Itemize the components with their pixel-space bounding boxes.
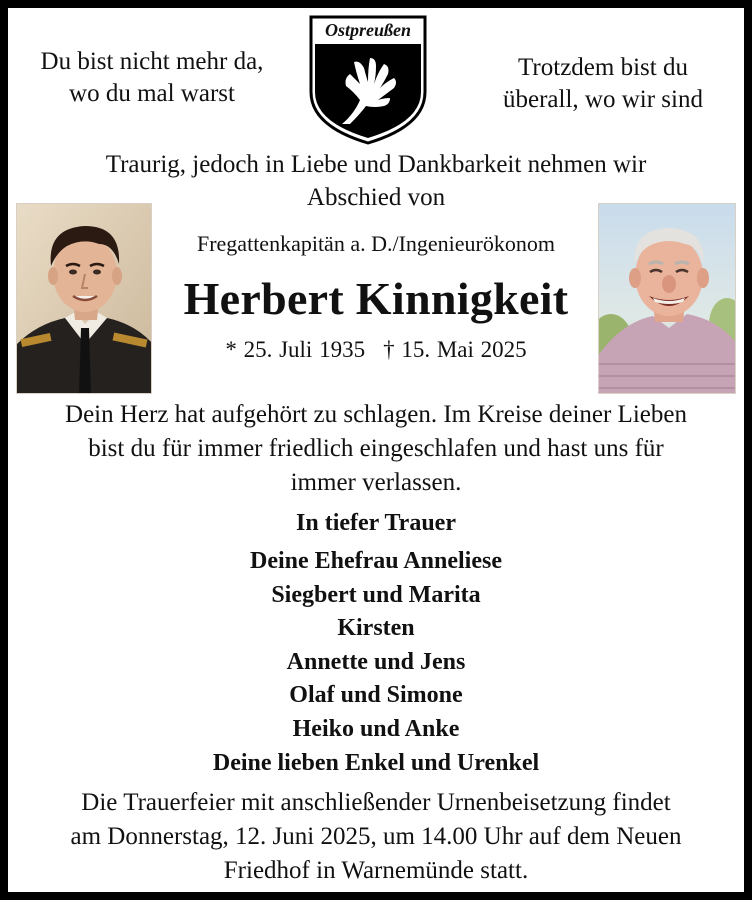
crest-label: Ostpreußen [324,20,411,40]
mourners-list [100,545,652,780]
message-line: Dein Herz hat aufgehört zu schlagen. Im Kreise deiner Lieben [65,401,687,428]
right-quote [472,52,734,116]
mourner-name: Deine Ehefrau Anneliese [250,548,502,574]
message-line: immer verlassen. [290,469,462,496]
portrait-young-photo [16,203,152,394]
mourner-name: Annette und Jens [286,648,466,675]
funeral-line: am Donnerstag, 12. Juni 2025, um 14.00 Uhr auf dem Neuen [70,823,682,850]
left-quote [18,46,286,110]
right-quote-line: überall, wo wir sind [503,86,703,113]
mourner-name: Heiko und Anke [292,715,460,742]
message-line: bist du für immer friedlich eingeschlafen und hast uns für [88,435,664,462]
funeral-details [14,786,738,888]
life-dates [160,336,592,364]
funeral-line: Friedhof in Warnemünde statt. [223,857,529,884]
mourner-name: Kirsten [337,615,415,642]
right-quote-line: Trotzdem bist du [518,54,688,81]
birth-date: * 25. Juli 1935 [225,337,366,362]
portrait-elderly-photo [598,203,736,394]
mourning-heading: In tiefer Trauer [296,510,456,536]
deceased-name: Herbert Kinnigkeit [183,273,569,324]
left-quote-line: wo du mal warst [69,80,235,107]
mourner-name: Deine lieben Enkel und Urenkel [212,749,540,776]
left-quote-line: Du bist nicht mehr da, [40,48,264,75]
intro-line: Abschied von [306,184,446,211]
mourner-name: Olaf und Simone [289,682,463,709]
intro-line: Traurig, jedoch in Liebe und Dankbarkeit nehmen wir [105,151,647,178]
farewell-message [18,398,734,500]
portrait-young-image [17,204,152,394]
mourner-name: Siegbert und Marita [271,581,481,608]
ostpreussen-crest [308,14,428,146]
portrait-elderly-image [599,204,736,394]
deceased-rank: Fregattenkapitän a. D./Ingenieurökonom [196,231,555,256]
funeral-line: Die Trauerfeier mit anschließender Urnenbeisetzung findet [81,789,671,816]
death-date: † 15. Mai 2025 [383,337,527,362]
